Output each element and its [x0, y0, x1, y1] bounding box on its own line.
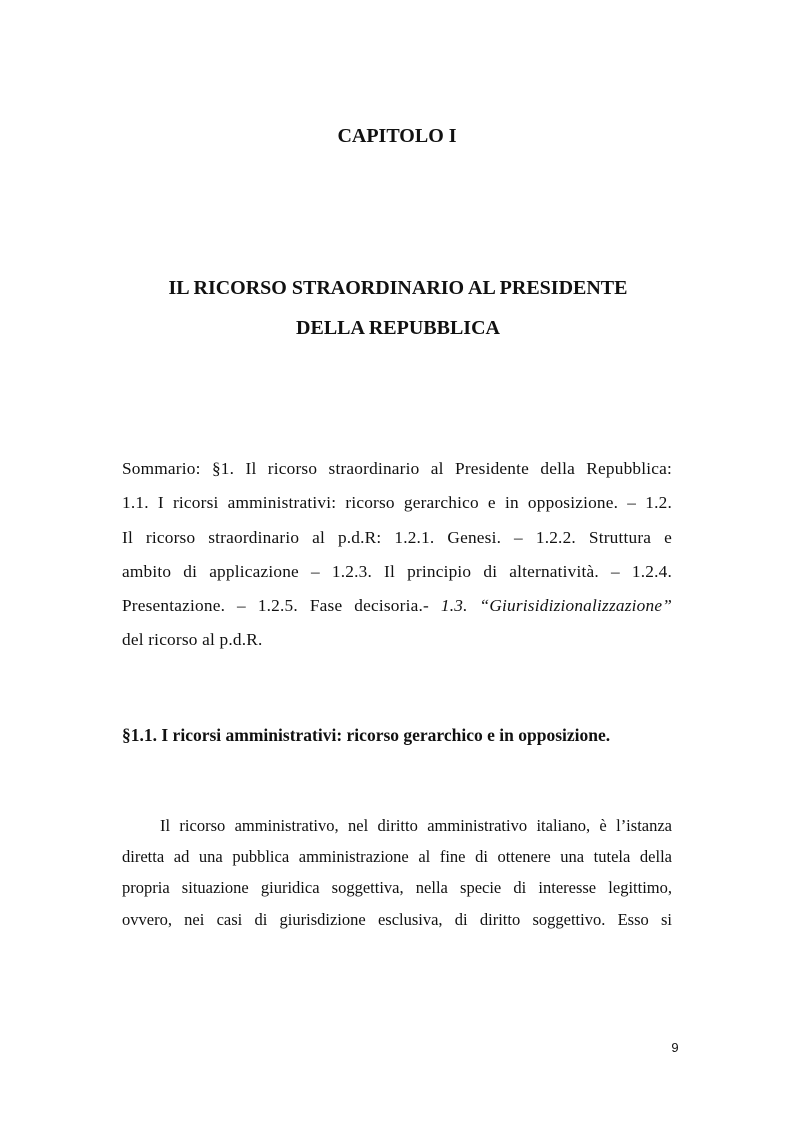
summary-paragraph: [122, 452, 672, 658]
summary-line: Sommario: §1. Il ricorso straordinario al Presidente della Repubblica:: [122, 459, 672, 478]
body-paragraph: [122, 810, 672, 935]
body-line: Il ricorso amministrativo, nel diritto amministrativo italiano, è l’istanza: [160, 816, 672, 835]
summary-line-italic-part: 1.3. “Giurisidizionalizzazione”: [440, 596, 673, 616]
body-line: ovvero, nei casi di giurisdizione esclusiva, di diritto soggettivo. Esso si: [122, 909, 672, 929]
body-line: diretta ad una pubblica amministrazione al fine di ottenere una tutela della: [122, 847, 672, 867]
summary-line: 1.1. I ricorsi amministrativi: ricorso gerarchico e in opposizione. – 1.2.: [122, 493, 672, 513]
summary-line: del ricorso al p.d.R.: [122, 630, 263, 650]
summary-line: [122, 589, 672, 623]
section-heading: §1.1. I ricorsi amministrativi: ricorso gerarchico e in opposizione.: [122, 725, 611, 745]
summary-line: ambito di applicazione – 1.2.3. Il principio di alternatività. – 1.2.4.: [122, 561, 672, 581]
body-line: propria situazione giuridica soggettiva, nella specie di interesse legittimo,: [122, 878, 672, 898]
chapter-title: [100, 268, 696, 348]
page-number: 9: [671, 1040, 679, 1055]
summary-line-plain-part: Presentazione. – 1.2.5. Fase decisoria.-: [122, 596, 441, 616]
summary-line: Il ricorso straordinario al p.d.R: 1.2.1. Genesi. – 1.2.2. Struttura e: [122, 527, 672, 547]
chapter-heading: CAPITOLO I: [337, 125, 457, 147]
chapter-title-line-2: DELLA REPUBBLICA: [296, 317, 500, 339]
chapter-title-line-1: IL RICORSO STRAORDINARIO AL PRESIDENTE: [168, 277, 628, 299]
